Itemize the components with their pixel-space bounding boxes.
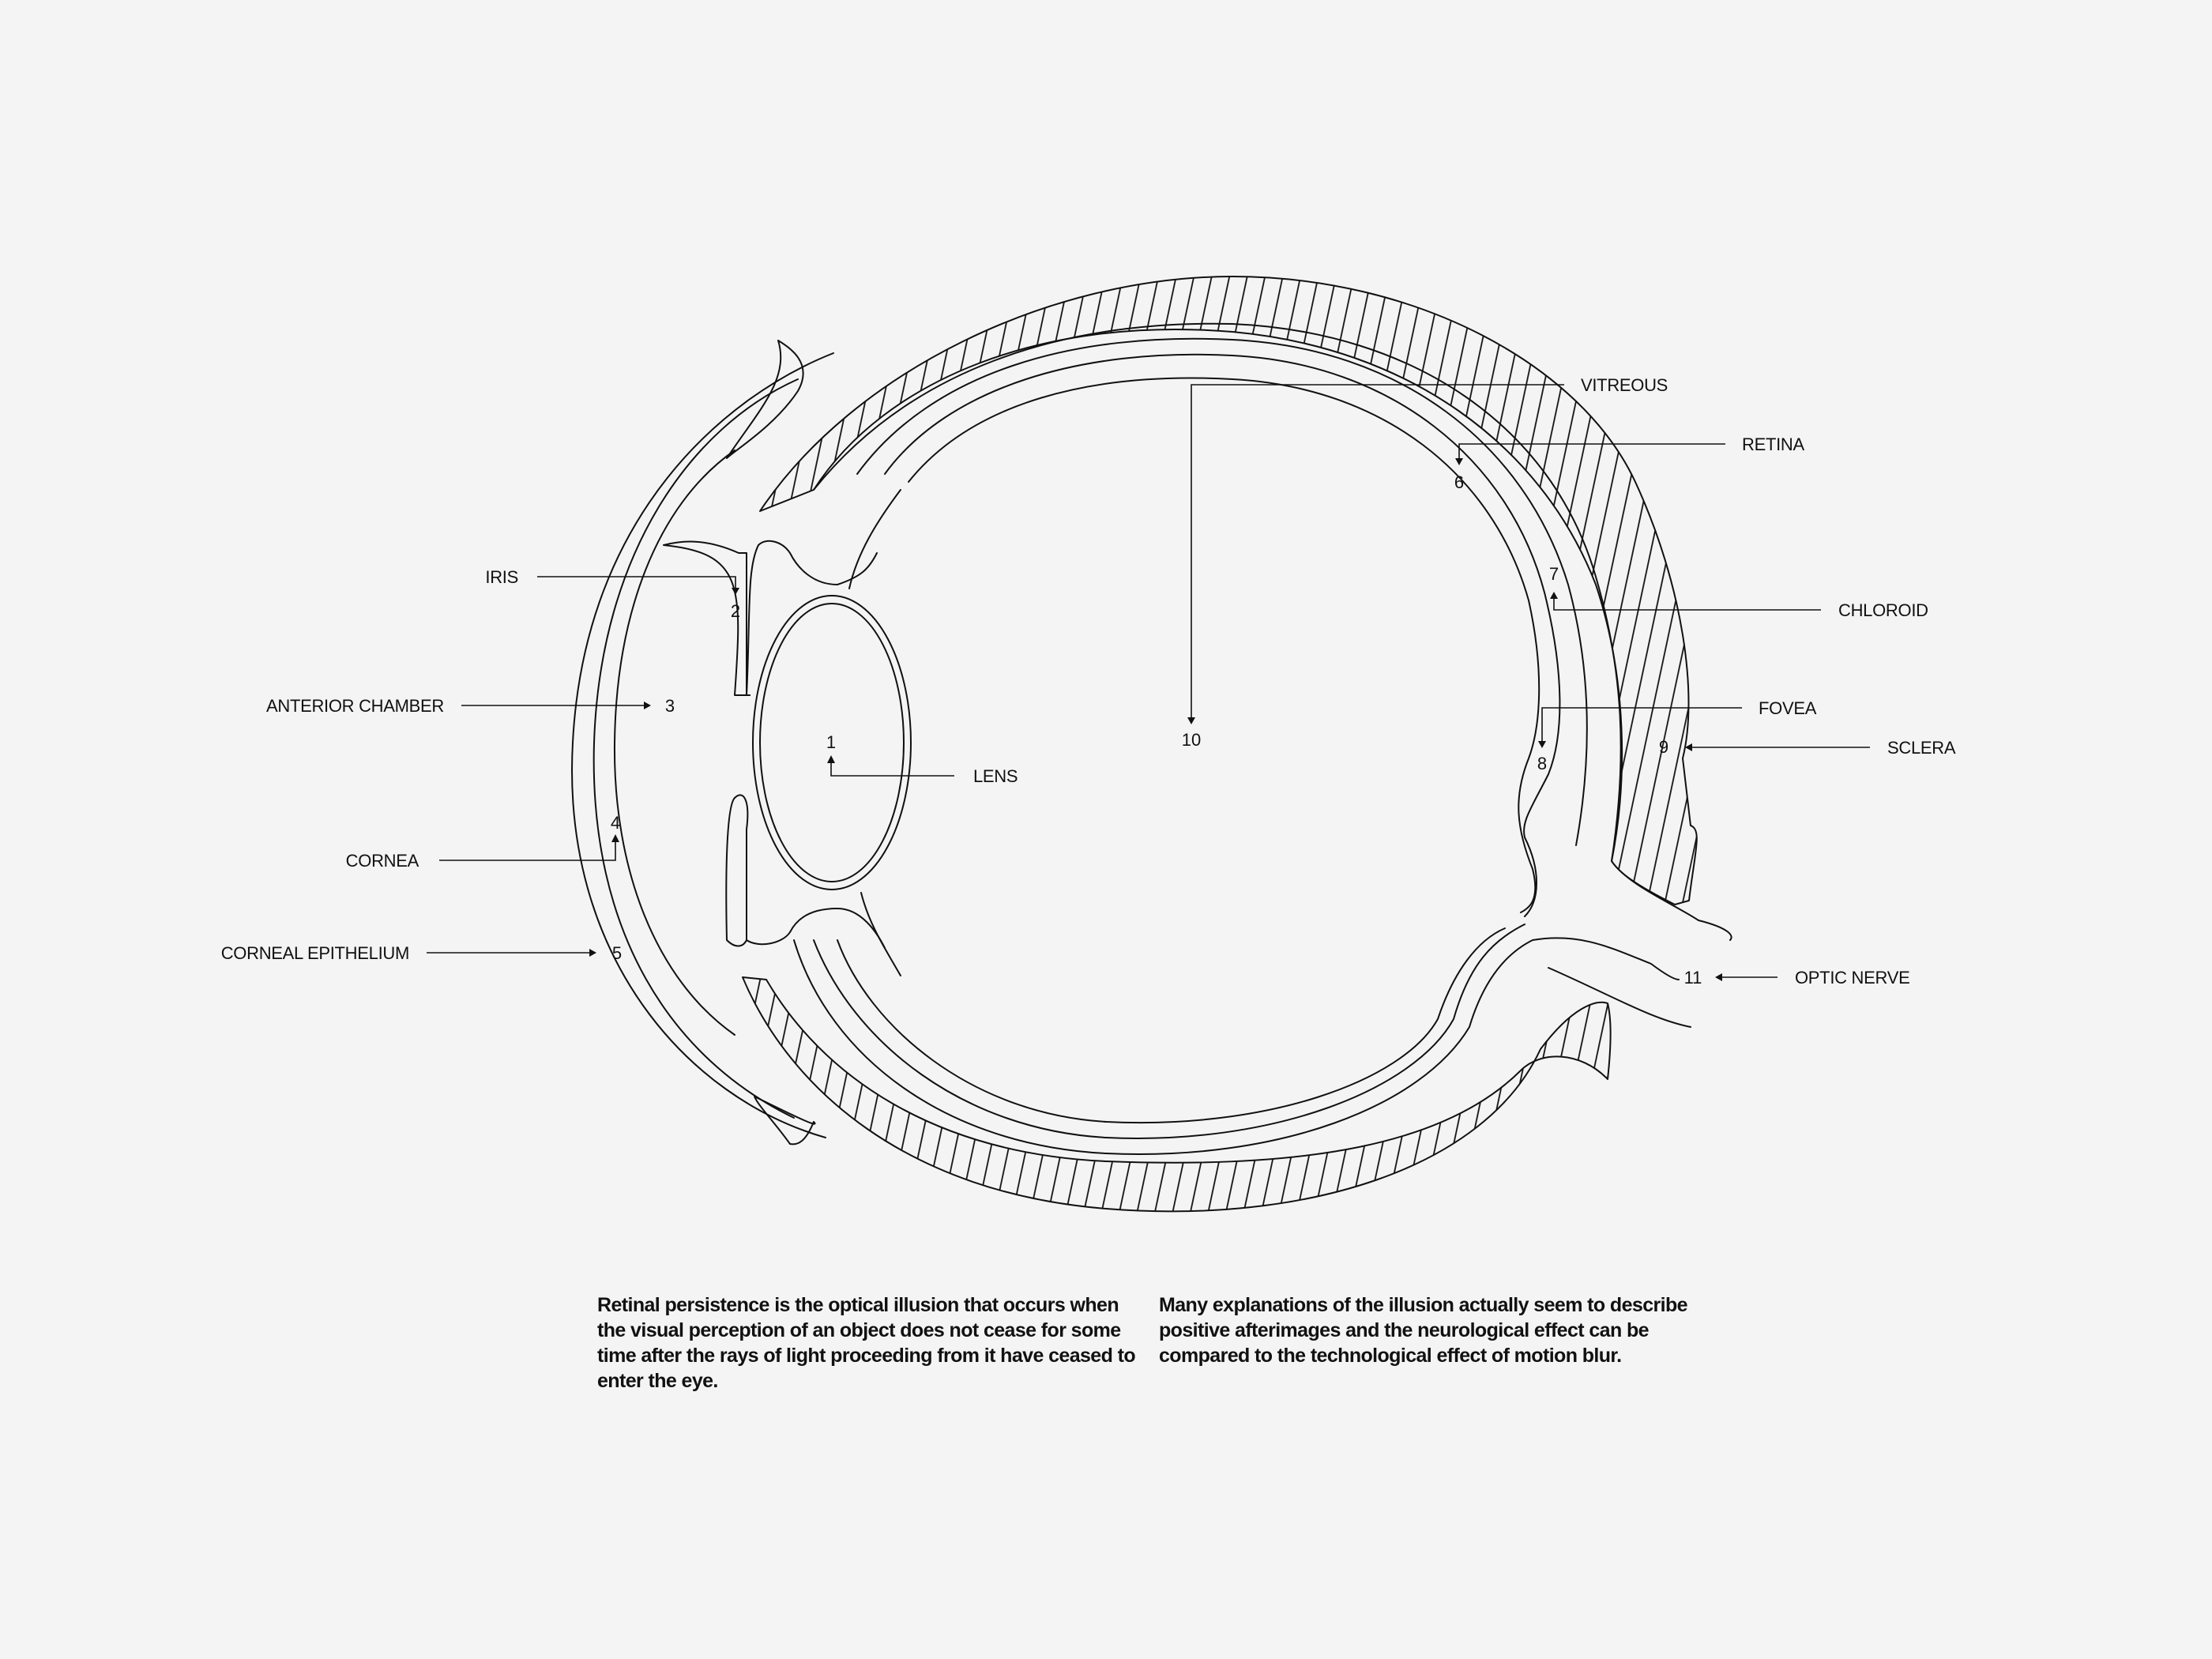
corneal-epithelium — [615, 450, 735, 1035]
label-optic-nerve: OPTIC NERVE — [1795, 968, 1910, 988]
number-cornea: 4 — [610, 813, 621, 833]
number-retina: 6 — [1454, 472, 1465, 492]
number-sclera: 9 — [1658, 737, 1669, 757]
label-sclera: SCLERA — [1887, 738, 1956, 758]
upper-eyelid — [727, 340, 803, 458]
label-lens: LENS — [973, 766, 1018, 786]
arrow-chloroid — [1550, 592, 1558, 599]
zonule-lower — [861, 893, 901, 976]
leader-chloroid — [1554, 597, 1821, 610]
label-iris: IRIS — [485, 567, 518, 587]
leader-iris — [537, 577, 735, 589]
lower-eyelid — [754, 1097, 815, 1144]
arrow-vitreous — [1187, 717, 1195, 724]
number-lens: 1 — [826, 732, 837, 752]
label-anterior-chamber: ANTERIOR CHAMBER — [266, 696, 444, 716]
arrow-fovea — [1538, 741, 1546, 748]
number-chloroid: 7 — [1548, 564, 1559, 584]
arrow-retina — [1455, 458, 1463, 465]
label-corneal-epithelium: CORNEAL EPITHELIUM — [220, 943, 409, 963]
label-vitreous: VITREOUS — [1581, 375, 1668, 395]
sclera-upper — [760, 276, 1697, 905]
arrow-optic-nerve — [1715, 973, 1722, 981]
number-vitreous: 10 — [1181, 730, 1202, 750]
arrow-iris — [732, 588, 739, 595]
label-retina: RETINA — [1742, 434, 1804, 454]
label-chloroid: CHLOROID — [1838, 600, 1928, 620]
retina-layer — [885, 355, 1559, 916]
number-iris: 2 — [730, 601, 741, 621]
arrow-corneal-epithelium — [589, 949, 596, 957]
label-cornea: CORNEA — [345, 851, 419, 871]
choroid-outer — [814, 324, 1732, 940]
number-optic-nerve: 11 — [1683, 968, 1702, 988]
caption-right: Many explanations of the illusion actually seem to describe positive afterimages and the neurological effect can be compared to the technological effect of motion blur. — [1159, 1294, 1687, 1367]
arrow-anterior-chamber — [644, 702, 651, 709]
retina-lower-inner — [837, 928, 1505, 1123]
sclera-lower — [743, 977, 1611, 1211]
number-anterior-chamber: 3 — [664, 696, 675, 716]
caption-left: Retinal persistence is the optical illusion that occurs when the visual perception of an object does not cease for some time after the rays of light proceeding from it have ceased to enter the eye. — [597, 1294, 1136, 1392]
number-corneal-epithelium: 5 — [611, 943, 623, 963]
vitreous-boundary — [908, 378, 1539, 912]
arrow-cornea — [611, 834, 619, 842]
arrow-lens — [827, 755, 835, 763]
leader-lens — [831, 762, 954, 776]
retina-lower-mid — [814, 924, 1525, 1138]
leader-cornea — [439, 840, 615, 860]
label-fovea: FOVEA — [1759, 698, 1817, 718]
zonule-upper — [849, 490, 901, 589]
number-fovea: 8 — [1537, 754, 1548, 773]
